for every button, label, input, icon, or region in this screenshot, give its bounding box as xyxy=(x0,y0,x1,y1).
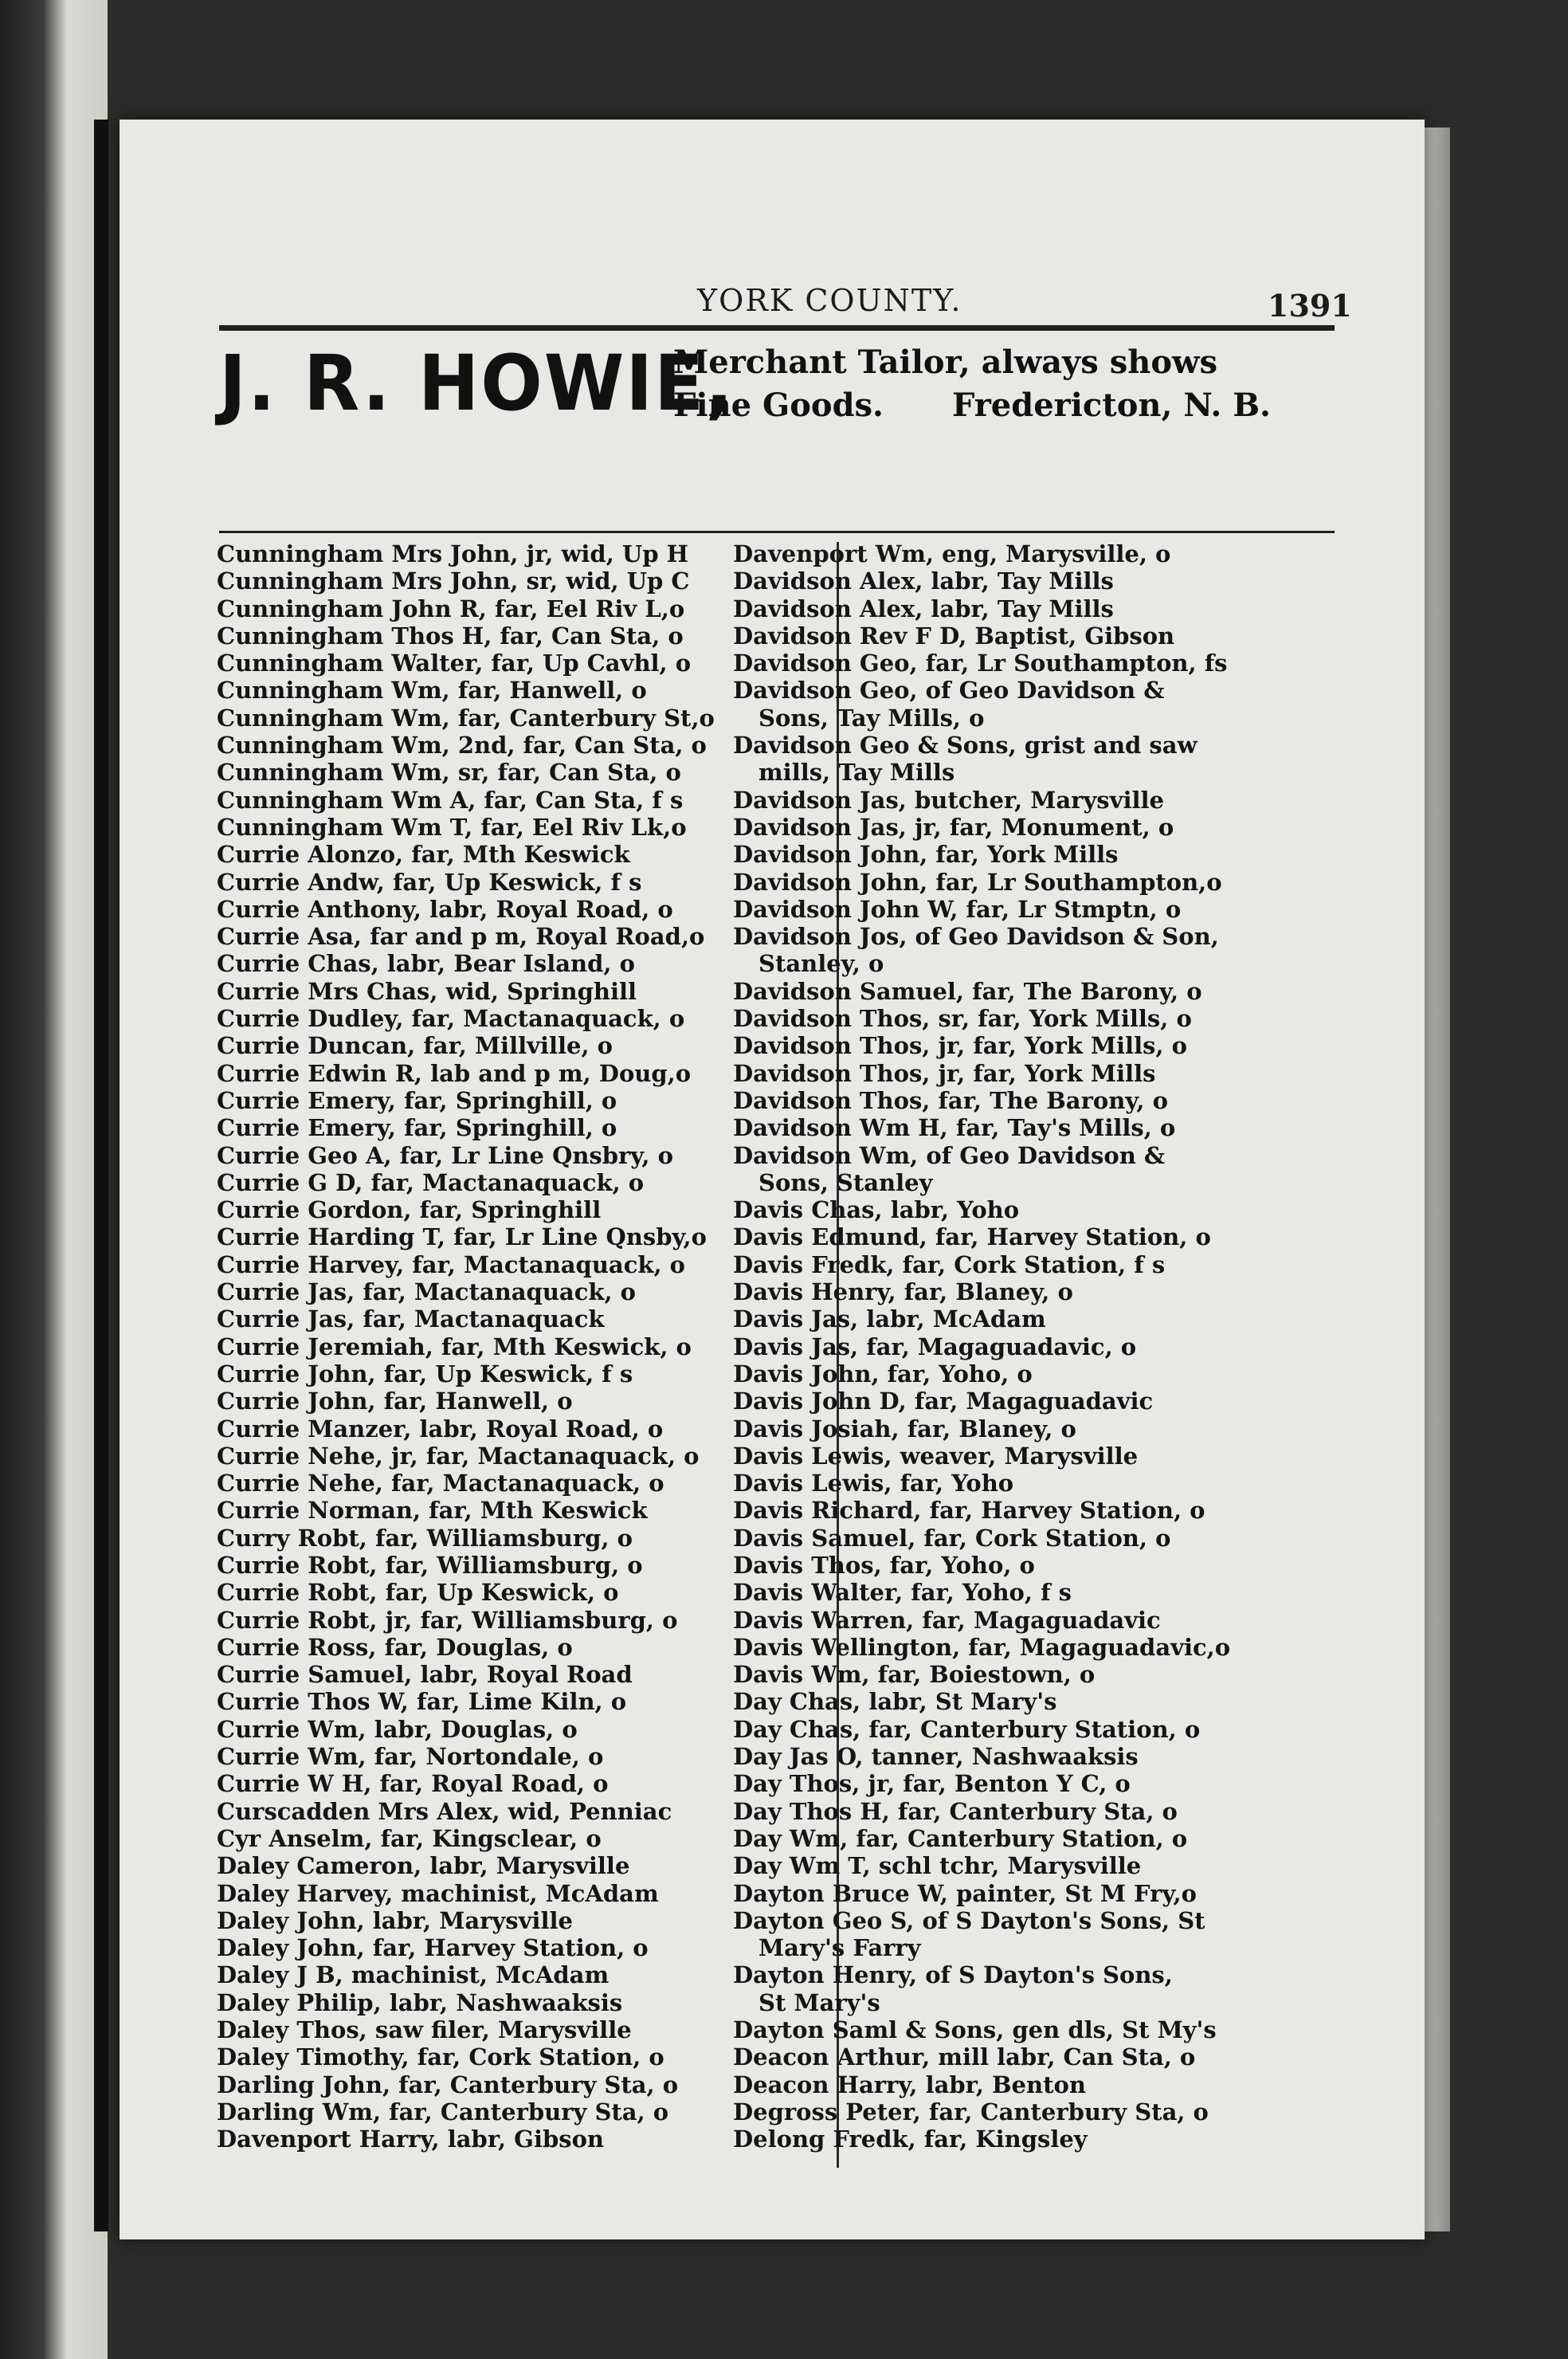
directory-entry: Currie Nehe, jr, far, Mactanaquack, o xyxy=(217,1442,700,1470)
directory-entry: Dayton Bruce W, painter, St M Fry,o xyxy=(733,1879,1197,1907)
adjacent-page-edge xyxy=(0,0,108,2359)
directory-entry-continuation: St Mary's xyxy=(759,1988,880,2016)
directory-entry-continuation: Sons, Stanley xyxy=(759,1168,933,1196)
directory-entry: Day Wm, far, Canterbury Station, o xyxy=(733,1824,1188,1852)
directory-entry: Davidson John, far, York Mills xyxy=(733,841,1119,869)
directory-entry: Daley Philip, labr, Nashwaaksis xyxy=(217,1988,623,2016)
directory-entry: Davidson Thos, far, The Barony, o xyxy=(733,1086,1168,1114)
advertisement-goods: Fine Goods. xyxy=(673,387,884,424)
directory-entry: Currie Ross, far, Douglas, o xyxy=(217,1633,573,1661)
directory-entry: Cunningham John R, far, Eel Riv L,o xyxy=(217,595,685,622)
directory-entry: Davis Walter, far, Yoho, f s xyxy=(733,1579,1072,1607)
directory-entry-continuation: Stanley, o xyxy=(759,950,884,978)
directory-entry: Davis Wm, far, Boiestown, o xyxy=(733,1661,1096,1689)
directory-entry: Davis Samuel, far, Cork Station, o xyxy=(733,1524,1171,1552)
directory-entry: Davenport Harry, labr, Gibson xyxy=(217,2125,604,2153)
directory-entry: Curry Robt, far, Williamsburg, o xyxy=(217,1524,633,1552)
directory-entry: Currie Thos W, far, Lime Kiln, o xyxy=(217,1688,627,1716)
directory-entry: Currie Chas, labr, Bear Island, o xyxy=(217,950,635,978)
page-number: 1391 xyxy=(1268,288,1352,324)
directory-entry: Daley John, labr, Marysville xyxy=(217,1906,573,1934)
directory-entry: Davidson Thos, jr, far, York Mills xyxy=(733,1059,1156,1087)
directory-entry: Degross Peter, far, Canterbury Sta, o xyxy=(733,2098,1209,2125)
directory-entry: Currie Andw, far, Up Keswick, f s xyxy=(217,868,642,896)
directory-entry: Currie G D, far, Mactanaquack, o xyxy=(217,1168,645,1196)
right-column-listings xyxy=(733,540,1283,2153)
directory-entry: Currie Harvey, far, Mactanaquack, o xyxy=(217,1250,686,1278)
directory-entry: Davis Thos, far, Yoho, o xyxy=(733,1551,1035,1579)
directory-entry: Davidson Geo, far, Lr Southampton, fs xyxy=(733,650,1228,677)
directory-entry: Daley Thos, saw filer, Marysville xyxy=(217,2016,632,2044)
directory-entry: Daley John, far, Harvey Station, o xyxy=(217,1934,649,1962)
directory-entry: Davis Lewis, far, Yoho xyxy=(733,1470,1014,1497)
book-spine-shadow xyxy=(94,120,108,2231)
directory-entry: Day Wm T, schl tchr, Marysville xyxy=(733,1852,1142,1880)
directory-entry: Davidson Jas, jr, far, Monument, o xyxy=(733,813,1174,841)
directory-entry: Currie Gordon, far, Springhill xyxy=(217,1196,602,1224)
directory-entry: Cunningham Wm, sr, far, Can Sta, o xyxy=(217,759,681,787)
directory-entry: Davidson John, far, Lr Southampton,o xyxy=(733,868,1222,896)
directory-entry: Currie Geo A, far, Lr Line Qnsbry, o xyxy=(217,1141,673,1169)
directory-entry: Davis Lewis, weaver, Marysville xyxy=(733,1442,1139,1470)
directory-entry: Currie Harding T, far, Lr Line Qnsby,o xyxy=(217,1223,707,1251)
advertiser-name: J. R. HOWIE, xyxy=(219,339,735,428)
directory-entry: Currie Manzer, labr, Royal Road, o xyxy=(217,1415,664,1442)
directory-entry: Davidson Thos, jr, far, York Mills, o xyxy=(733,1032,1187,1060)
directory-entry-continuation: mills, Tay Mills xyxy=(759,759,955,787)
directory-entry: Currie John, far, Hanwell, o xyxy=(217,1388,573,1415)
advertisement-tagline: Merchant Tailor, always shows xyxy=(673,343,1217,381)
directory-entry: Daley J B, machinist, McAdam xyxy=(217,1961,610,1989)
directory-entry: Cunningham Thos H, far, Can Sta, o xyxy=(217,622,684,650)
directory-entry: Davidson Alex, labr, Tay Mills xyxy=(733,595,1114,622)
directory-entry: Davidson Geo & Sons, grist and saw xyxy=(733,732,1198,760)
directory-entry: Currie Mrs Chas, wid, Springhill xyxy=(217,977,637,1005)
directory-entry: Davis Warren, far, Magaguadavic xyxy=(733,1606,1161,1634)
directory-entry: Davidson Wm H, far, Tay's Mills, o xyxy=(733,1114,1176,1142)
directory-entry: Cunningham Wm, far, Canterbury St,o xyxy=(217,704,715,732)
directory-entry: Davis Jas, labr, McAdam xyxy=(733,1305,1046,1333)
directory-entry: Dayton Geo S, of S Dayton's Sons, St xyxy=(733,1906,1205,1934)
directory-entry: Cunningham Walter, far, Up Cavhl, o xyxy=(217,650,692,677)
directory-entry: Currie Jas, far, Mactanaquack, o xyxy=(217,1278,636,1306)
directory-entry: Davenport Wm, eng, Marysville, o xyxy=(733,540,1171,567)
running-title: YORK COUNTY. xyxy=(697,283,962,318)
directory-entry: Currie Asa, far and p m, Royal Road,o xyxy=(217,923,705,951)
directory-entry: Davidson Jas, butcher, Marysville xyxy=(733,786,1164,814)
directory-entry: Davidson Geo, of Geo Davidson & xyxy=(733,677,1165,705)
directory-entry: Deacon Harry, labr, Benton xyxy=(733,2071,1086,2098)
directory-entry: Day Thos, jr, far, Benton Y C, o xyxy=(733,1770,1131,1798)
directory-entry: Davis Edmund, far, Harvey Station, o xyxy=(733,1223,1211,1251)
directory-entry: Daley Timothy, far, Cork Station, o xyxy=(217,2043,664,2071)
left-column-listings xyxy=(217,540,766,2153)
directory-entry: Davidson Jos, of Geo Davidson & Son, xyxy=(733,923,1219,951)
advertisement-rule xyxy=(219,531,1335,533)
directory-entry: Currie Wm, far, Nortondale, o xyxy=(217,1743,604,1771)
directory-entry: Curscadden Mrs Alex, wid, Penniac xyxy=(217,1797,672,1825)
directory-entry: Cunningham Wm A, far, Can Sta, f s xyxy=(217,786,684,814)
directory-entry: Darling Wm, far, Canterbury Sta, o xyxy=(217,2098,669,2125)
directory-entry: Currie Emery, far, Springhill, o xyxy=(217,1086,617,1114)
directory-entry: Currie Robt, jr, far, Williamsburg, o xyxy=(217,1606,678,1634)
directory-entry: Cunningham Mrs John, jr, wid, Up H xyxy=(217,540,688,567)
directory-entry: Currie Anthony, labr, Royal Road, o xyxy=(217,895,673,923)
advertisement-banner xyxy=(219,339,1335,442)
directory-entry: Delong Fredk, far, Kingsley xyxy=(733,2125,1088,2153)
directory-entry: Currie Emery, far, Springhill, o xyxy=(217,1114,617,1142)
directory-entry: Day Jas O, tanner, Nashwaaksis xyxy=(733,1743,1139,1771)
directory-entry: Day Chas, far, Canterbury Station, o xyxy=(733,1715,1201,1743)
directory-entry: Currie Samuel, labr, Royal Road xyxy=(217,1661,633,1689)
directory-entry: Currie Norman, far, Mth Keswick xyxy=(217,1497,648,1525)
directory-entry: Dayton Saml & Sons, gen dls, St My's xyxy=(733,2016,1217,2044)
directory-entry: Cunningham Mrs John, sr, wid, Up C xyxy=(217,567,690,595)
directory-entry-continuation: Sons, Tay Mills, o xyxy=(759,704,985,732)
directory-entry: Currie Robt, far, Up Keswick, o xyxy=(217,1579,619,1607)
directory-entry: Currie Robt, far, Williamsburg, o xyxy=(217,1551,643,1579)
directory-entry: Currie Alonzo, far, Mth Keswick xyxy=(217,841,630,869)
directory-entry: Davis John, far, Yoho, o xyxy=(733,1360,1033,1388)
directory-entry: Cunningham Wm, far, Hanwell, o xyxy=(217,677,647,705)
directory-entry: Darling John, far, Canterbury Sta, o xyxy=(217,2071,679,2098)
directory-entry: Currie Nehe, far, Mactanaquack, o xyxy=(217,1470,664,1497)
directory-entry: Daley Cameron, labr, Marysville xyxy=(217,1852,630,1880)
directory-entry: Davis Chas, labr, Yoho xyxy=(733,1196,1020,1224)
directory-entry: Davidson Thos, sr, far, York Mills, o xyxy=(733,1005,1192,1033)
directory-entry: Davis Fredk, far, Cork Station, f s xyxy=(733,1250,1166,1278)
directory-entry: Cunningham Wm T, far, Eel Riv Lk,o xyxy=(217,813,687,841)
directory-entry: Davis John D, far, Magaguadavic xyxy=(733,1388,1154,1415)
directory-entry: Davis Richard, far, Harvey Station, o xyxy=(733,1497,1205,1525)
directory-entry: Currie Duncan, far, Millville, o xyxy=(217,1032,613,1060)
directory-entry: Currie W H, far, Royal Road, o xyxy=(217,1770,609,1798)
directory-entry: Cunningham Wm, 2nd, far, Can Sta, o xyxy=(217,732,707,760)
directory-entry: Davidson Wm, of Geo Davidson & xyxy=(733,1141,1166,1169)
directory-entry: Deacon Arthur, mill labr, Can Sta, o xyxy=(733,2043,1196,2071)
directory-entry: Currie John, far, Up Keswick, f s xyxy=(217,1360,633,1388)
directory-entry: Day Thos H, far, Canterbury Sta, o xyxy=(733,1797,1178,1825)
directory-entry: Dayton Henry, of S Dayton's Sons, xyxy=(733,1961,1173,1989)
directory-entry: Day Chas, labr, St Mary's xyxy=(733,1688,1057,1716)
directory-entry: Davis Jas, far, Magaguadavic, o xyxy=(733,1333,1137,1360)
directory-entry: Davis Wellington, far, Magaguadavic,o xyxy=(733,1633,1231,1661)
directory-entry: Davidson Rev F D, Baptist, Gibson xyxy=(733,622,1175,650)
directory-entry: Davidson Alex, labr, Tay Mills xyxy=(733,567,1114,595)
directory-entry-continuation: Mary's Farry xyxy=(759,1934,921,1962)
advertisement-location: Fredericton, N. B. xyxy=(952,387,1271,424)
directory-entry: Davis Josiah, far, Blaney, o xyxy=(733,1415,1076,1442)
running-head xyxy=(219,283,1352,331)
directory-entry: Davidson Samuel, far, The Barony, o xyxy=(733,977,1202,1005)
directory-entry: Davidson John W, far, Lr Stmptn, o xyxy=(733,895,1182,923)
directory-entry: Currie Wm, labr, Douglas, o xyxy=(217,1715,578,1743)
header-rule xyxy=(219,325,1335,331)
directory-entry: Daley Harvey, machinist, McAdam xyxy=(217,1879,659,1907)
directory-page xyxy=(120,120,1425,2239)
directory-entry: Davis Henry, far, Blaney, o xyxy=(733,1278,1073,1306)
directory-entry: Cyr Anselm, far, Kingsclear, o xyxy=(217,1824,602,1852)
directory-entry: Currie Dudley, far, Mactanaquack, o xyxy=(217,1005,685,1033)
directory-entry: Currie Jeremiah, far, Mth Keswick, o xyxy=(217,1333,692,1360)
directory-entry: Currie Edwin R, lab and p m, Doug,o xyxy=(217,1059,692,1087)
directory-entry: Currie Jas, far, Mactanaquack xyxy=(217,1305,605,1333)
